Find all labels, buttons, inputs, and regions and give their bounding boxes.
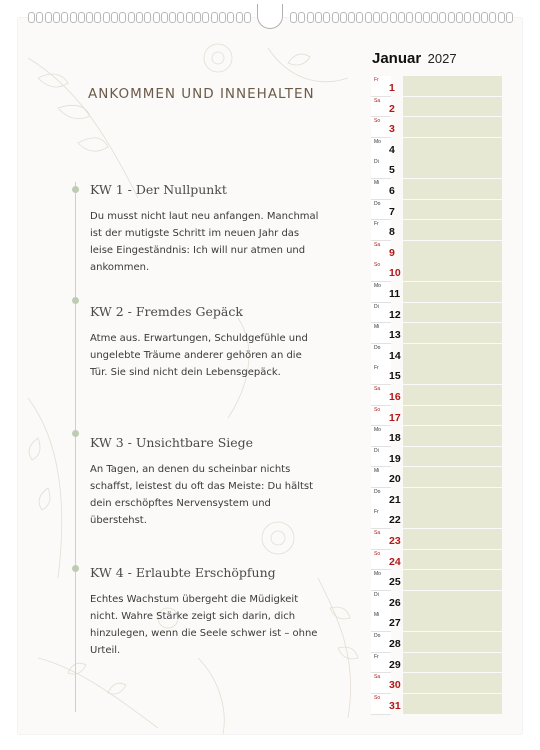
day-number: 18: [389, 432, 401, 445]
binding-ring: [431, 12, 438, 23]
binding-ring: [194, 12, 201, 23]
binding-ring: [348, 12, 355, 23]
binding-ring: [186, 12, 193, 23]
day-cell: [371, 220, 391, 241]
day-number: 3: [389, 123, 395, 136]
day-number: 23: [389, 535, 401, 548]
day-number: 6: [389, 184, 395, 197]
page-title: ANKOMMEN UND INNEHALTEN: [88, 86, 315, 102]
day-row: [371, 467, 503, 488]
weekday-abbr: Fr: [374, 365, 379, 372]
binding-ring: [70, 12, 77, 23]
spiral-binding: [0, 0, 540, 30]
calendar-title: [372, 50, 457, 68]
binding-ring: [78, 12, 85, 23]
day-row: [371, 673, 503, 694]
binding-ring: [144, 12, 151, 23]
week-4-heading: KW 4 - Erlaubte Erschöpfung: [90, 565, 276, 580]
day-cell: [371, 550, 391, 571]
binding-ring: [332, 12, 339, 23]
note-field[interactable]: [403, 611, 502, 631]
day-number: 21: [389, 493, 401, 506]
day-cell: [371, 138, 391, 159]
binding-ring: [94, 12, 101, 23]
binding-ring: [315, 12, 322, 23]
day-cell: [371, 344, 391, 365]
day-row: [371, 385, 503, 406]
week-4-text: Echtes Wachstum übergeht die Müdigkeit nicht. Wahre Stärke zeigt sich darin, dich hinzulegen, wenn die Seele schwer ist – ohne Urteil.: [90, 594, 318, 656]
day-number: 11: [389, 287, 401, 300]
weekday-abbr: So: [374, 262, 381, 269]
binding-ring: [136, 12, 143, 23]
timeline-line: [75, 182, 76, 712]
day-cell: [371, 200, 391, 221]
weekday-abbr: Fr: [374, 77, 379, 83]
day-cell: [371, 447, 391, 468]
binding-ring: [128, 12, 135, 23]
note-field[interactable]: [403, 323, 502, 343]
day-number: 9: [389, 246, 395, 259]
note-field[interactable]: [403, 220, 502, 240]
day-cell: [371, 179, 391, 200]
day-number: 14: [389, 349, 401, 362]
day-number: 15: [389, 370, 401, 383]
day-cell: [371, 673, 391, 694]
binding-ring: [169, 12, 176, 23]
day-row: [371, 550, 503, 571]
day-number: 17: [389, 411, 401, 424]
day-row: [371, 447, 503, 468]
note-field[interactable]: [403, 550, 502, 570]
binding-ring: [340, 12, 347, 23]
day-row: [371, 632, 503, 653]
binding-ring: [53, 12, 60, 23]
note-field[interactable]: [403, 653, 502, 673]
day-row: [371, 529, 503, 550]
note-field[interactable]: [403, 632, 502, 652]
weekday-abbr: Di: [374, 591, 379, 598]
day-cell: [371, 364, 391, 385]
day-number: 29: [389, 658, 401, 671]
day-cell: [371, 406, 391, 427]
weekday-abbr: Mo: [374, 427, 381, 434]
note-field[interactable]: [403, 138, 502, 158]
day-cell: [371, 323, 391, 344]
day-row: [371, 97, 503, 118]
note-field[interactable]: [403, 179, 502, 199]
day-number: 2: [389, 102, 395, 115]
binding-ring: [86, 12, 93, 23]
binding-ring: [481, 12, 488, 23]
weekday-abbr: Sa: [374, 385, 381, 392]
note-field[interactable]: [403, 97, 502, 117]
day-number: 27: [389, 617, 401, 630]
binding-ring: [448, 12, 455, 23]
day-number: 31: [389, 699, 401, 712]
weekday-abbr: Di: [374, 159, 379, 166]
day-row: [371, 117, 503, 138]
day-row: [371, 76, 503, 97]
day-number: 12: [389, 308, 401, 321]
binding-ring: [464, 12, 471, 23]
binding-ring: [398, 12, 405, 23]
day-number: 10: [389, 267, 401, 280]
binding-ring: [373, 12, 380, 23]
weekday-abbr: Mi: [374, 468, 380, 475]
binding-ring: [423, 12, 430, 23]
binding-ring: [111, 12, 118, 23]
note-field[interactable]: [403, 488, 502, 508]
weekday-abbr: Fr: [374, 221, 379, 228]
day-cell: [371, 97, 391, 118]
day-list: [371, 76, 503, 714]
note-field[interactable]: [403, 200, 502, 220]
day-cell: [371, 591, 391, 612]
binding-ring: [506, 12, 513, 23]
binding-ring: [219, 12, 226, 23]
day-row: [371, 488, 503, 509]
day-row: [371, 591, 503, 612]
binding-ring: [456, 12, 463, 23]
note-field[interactable]: [403, 508, 502, 528]
day-cell: [371, 611, 391, 632]
day-number: 19: [389, 452, 401, 465]
day-cell: [371, 282, 391, 303]
binding-ring: [489, 12, 496, 23]
weekday-abbr: Mo: [374, 138, 381, 145]
weekday-abbr: Sa: [374, 674, 381, 681]
day-row: [371, 611, 503, 632]
weekday-abbr: Fr: [374, 509, 379, 516]
weekday-abbr: Mi: [374, 324, 380, 331]
day-cell: [371, 467, 391, 488]
weekday-abbr: Mi: [374, 179, 380, 186]
day-cell: [371, 488, 391, 509]
day-cell: [371, 694, 391, 715]
day-row: [371, 653, 503, 674]
week-2-text: Atme aus. Erwartungen, Schuldgefühle und ungelebte Träume anderer gehören an die Tür. Sie sind nicht dein Lebensgepäck.: [90, 333, 308, 378]
day-row: [371, 508, 503, 529]
binding-ring: [153, 12, 160, 23]
week-3-text: An Tagen, an denen du scheinbar nichts schaffst, leistest du oft das Meiste: Du hältst dein erschöpftes Nervensystem und überstehst.: [90, 464, 314, 526]
binding-ring: [61, 12, 68, 23]
week-2-heading: KW 2 - Fremdes Gepäck: [90, 304, 243, 319]
binding-ring: [28, 12, 35, 23]
note-field[interactable]: [403, 241, 502, 261]
weekday-abbr: Sa: [374, 97, 381, 104]
binding-ring: [211, 12, 218, 23]
binding-ring: [244, 12, 251, 23]
week-3-heading: KW 3 - Unsichtbare Siege: [90, 435, 254, 450]
binding-ring: [365, 12, 372, 23]
note-field[interactable]: [403, 261, 502, 281]
day-number: 1: [389, 82, 395, 94]
binding-ring: [290, 12, 297, 23]
day-cell: [371, 241, 391, 262]
day-row: [371, 426, 503, 447]
weekday-abbr: Do: [374, 344, 381, 351]
weekday-abbr: So: [374, 694, 381, 701]
note-field[interactable]: [403, 467, 502, 487]
note-field[interactable]: [403, 673, 502, 693]
day-cell: [371, 632, 391, 653]
day-row: [371, 364, 503, 385]
note-field[interactable]: [403, 426, 502, 446]
calendar-year: 2027: [427, 51, 457, 66]
weekday-abbr: So: [374, 406, 381, 413]
binding-ring: [323, 12, 330, 23]
weekday-abbr: So: [374, 118, 381, 125]
binding-ring: [415, 12, 422, 23]
binding-ring: [202, 12, 209, 23]
weekday-abbr: Mo: [374, 571, 381, 578]
binding-ring: [227, 12, 234, 23]
timeline-dot: [72, 565, 79, 572]
day-row: [371, 570, 503, 591]
day-row: [371, 406, 503, 427]
binding-ring: [439, 12, 446, 23]
weekday-abbr: Fr: [374, 653, 379, 660]
day-row: [371, 200, 503, 221]
day-row: [371, 241, 503, 262]
day-number: 30: [389, 679, 401, 692]
note-field[interactable]: [403, 364, 502, 384]
day-number: 7: [389, 205, 395, 218]
day-row: [371, 138, 503, 159]
week-1-text: Du musst nicht laut neu anfangen. Manchmal ist der mutigste Schritt im neuen Jahr das leise Eingeständnis: Ich will nur atmen und ankommen.: [90, 211, 319, 273]
weekday-abbr: Mo: [374, 282, 381, 289]
weekday-abbr: Sa: [374, 530, 381, 537]
binding-ring: [177, 12, 184, 23]
note-field[interactable]: [403, 447, 502, 467]
day-cell: [371, 426, 391, 447]
week-1-heading: KW 1 - Der Nullpunkt: [90, 182, 227, 197]
day-number: 13: [389, 329, 401, 342]
note-field[interactable]: [403, 694, 502, 714]
note-field[interactable]: [403, 406, 502, 426]
day-number: 24: [389, 555, 401, 568]
day-cell: [371, 385, 391, 406]
day-row: [371, 179, 503, 200]
binding-ring: [498, 12, 505, 23]
weekday-abbr: Di: [374, 447, 379, 454]
day-cell: [371, 653, 391, 674]
day-cell: [371, 117, 391, 138]
binding-ring: [36, 12, 43, 23]
day-cell: [371, 529, 391, 550]
binding-ring: [119, 12, 126, 23]
day-number: 25: [389, 576, 401, 589]
binding-ring: [307, 12, 314, 23]
binding-ring: [406, 12, 413, 23]
calendar-month: Januar: [372, 50, 422, 67]
binding-ring: [45, 12, 52, 23]
note-field[interactable]: [403, 158, 502, 178]
note-field[interactable]: [403, 591, 502, 611]
weekday-abbr: Di: [374, 303, 379, 310]
day-number: 26: [389, 596, 401, 609]
day-number: 16: [389, 390, 401, 403]
day-row: [371, 694, 503, 715]
note-field[interactable]: [403, 344, 502, 364]
day-row: [371, 344, 503, 365]
hanger-hook: [257, 4, 283, 29]
note-field[interactable]: [403, 529, 502, 549]
note-field[interactable]: [403, 282, 502, 302]
day-row: [371, 261, 503, 282]
note-field[interactable]: [403, 117, 502, 137]
day-row: [371, 323, 503, 344]
day-cell: [371, 261, 391, 282]
binding-ring: [298, 12, 305, 23]
weekday-abbr: Do: [374, 633, 381, 640]
day-cell: [371, 76, 391, 97]
binding-ring: [236, 12, 243, 23]
binding-ring: [390, 12, 397, 23]
timeline-dot: [72, 297, 79, 304]
note-field[interactable]: [403, 76, 502, 96]
binding-ring: [381, 12, 388, 23]
day-cell: [371, 158, 391, 179]
day-row: [371, 303, 503, 324]
day-number: 22: [389, 514, 401, 527]
day-number: 28: [389, 638, 401, 651]
note-field[interactable]: [403, 570, 502, 590]
weekday-abbr: Do: [374, 488, 381, 495]
binding-ring: [103, 12, 110, 23]
day-row: [371, 282, 503, 303]
day-row: [371, 158, 503, 179]
day-cell: [371, 508, 391, 529]
timeline-dot: [72, 186, 79, 193]
day-row: [371, 220, 503, 241]
day-number: 5: [389, 164, 395, 177]
day-number: 8: [389, 226, 395, 239]
day-number: 4: [389, 143, 395, 156]
weekday-abbr: Do: [374, 200, 381, 207]
binding-ring: [356, 12, 363, 23]
weekday-abbr: Mi: [374, 612, 380, 619]
binding-ring: [161, 12, 168, 23]
day-cell: [371, 570, 391, 591]
day-number: 20: [389, 473, 401, 486]
note-field[interactable]: [403, 303, 502, 323]
weekday-abbr: Sa: [374, 241, 381, 248]
note-field[interactable]: [403, 385, 502, 405]
weekday-abbr: So: [374, 550, 381, 557]
timeline-dot: [72, 430, 79, 437]
binding-ring: [473, 12, 480, 23]
day-cell: [371, 303, 391, 324]
